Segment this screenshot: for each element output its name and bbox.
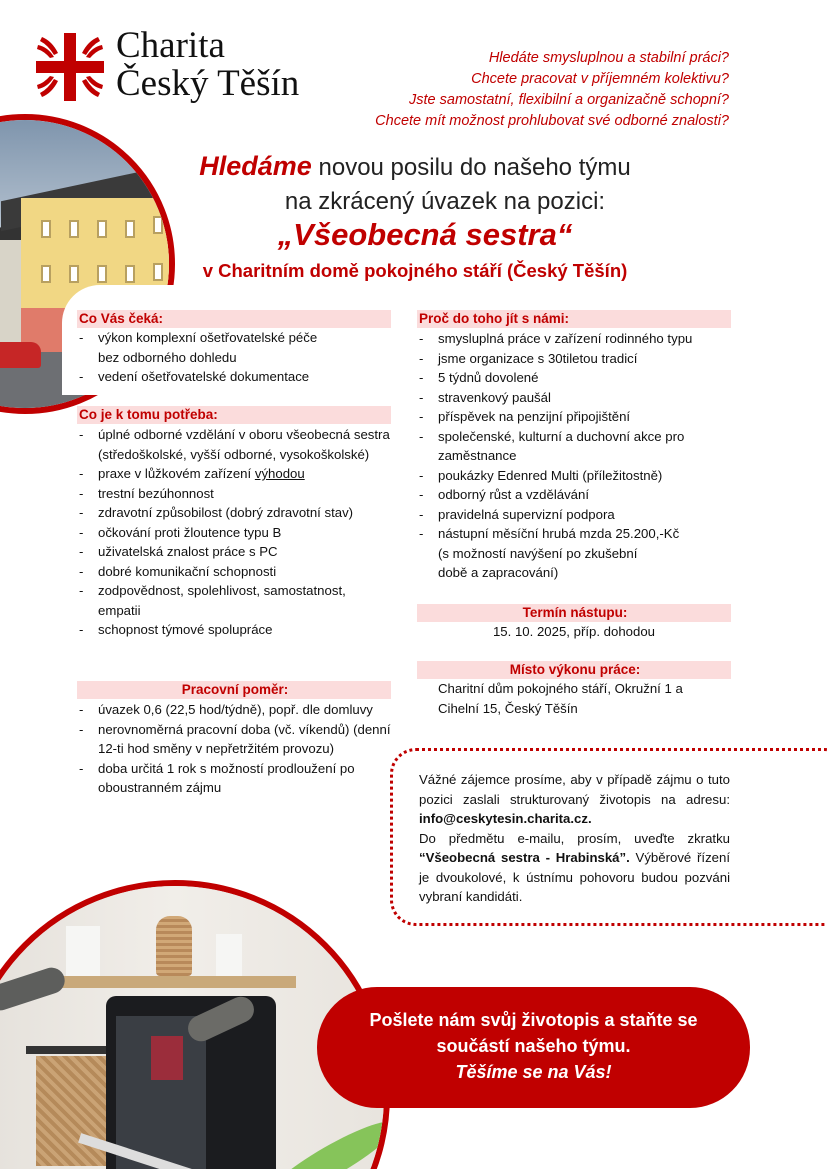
email-subject: “Všeobecná sestra - Hrabinská”. <box>419 850 630 865</box>
section-employment <box>77 681 391 798</box>
list-item: - schopnost týmové spolupráce <box>77 620 391 640</box>
section-requirements <box>77 406 391 640</box>
position-title: „Všeobecná sestra“ <box>277 217 573 252</box>
list-item: - výkon komplexní ošetřovatelské péče bez odborného dohledu <box>77 328 391 367</box>
section-title: Co Vás čeká: <box>77 310 391 328</box>
headline-line-2: na zkrácený úvazek na pozici: <box>284 188 606 215</box>
logo-line-1: Charita <box>116 25 225 66</box>
list-item: - poukázky Edenred Multi (příležitostně) <box>417 466 731 486</box>
start-date-value: 15. 10. 2025, příp. dohodou <box>492 624 656 639</box>
list-item: - nástupní měsíční hrubá mzda 25.200,-Kč <box>417 524 731 544</box>
list-item: - praxe v lůžkovém zařízení výhodou <box>77 464 391 484</box>
question: Jste samostatní, flexibilní a organizačně schopní? <box>409 92 729 108</box>
salary-note: (s možností navýšení po zkušební době a zapracování) <box>438 545 638 580</box>
list-item: - jsme organizace s 30tiletou tradicí <box>417 349 731 369</box>
headline-rest: novou posilu do našeho týmu <box>311 154 631 181</box>
section-why <box>417 310 731 583</box>
section-title: Termín nástupu: <box>417 604 731 622</box>
list-item: - očkování proti žloutence typu B <box>77 523 391 543</box>
list-item: - doba určitá 1 rok s možností prodloužení po oboustranném zájmu <box>77 759 391 798</box>
call-to-action <box>317 987 750 1108</box>
question: Chcete pracovat v příjemném kolektivu? <box>471 71 729 87</box>
question: Hledáte smysluplnou a stabilní práci? <box>488 50 729 66</box>
location-subtitle: v Charitním domě pokojného stáří (Český Těšín) <box>202 260 628 281</box>
cta-line-3: Těšíme se na Vás! <box>455 1062 612 1082</box>
list-item: - úplné odborné vzdělání v oboru všeobecná sestra (středoškolské, vyšší odborné, vysokoškolské) <box>77 425 391 464</box>
list-item: - dobré komunikační schopnosti <box>77 562 391 582</box>
list-item: - společenské, kulturní a duchovní akce pro zaměstnance <box>417 427 731 466</box>
list-item: - vedení ošetřovatelské dokumentace <box>77 367 391 387</box>
workplace-value: Charitní dům pokojného stáří, Okružní 1 a Cihelní 15, Český Těšín <box>438 681 683 716</box>
headline-emphasis: Hledáme <box>199 151 312 181</box>
section-expect <box>77 310 391 387</box>
list-item: - smysluplná práce v zařízení rodinného typu <box>417 329 731 349</box>
list-item: - pravidelná supervizní podpora <box>417 505 731 525</box>
contact-text: Vážné zájemce prosíme, aby v případě zájmu o tuto pozici zaslali strukturovaný životopis na adresu: info@ceskytesin.charita.cz. Do předmětu e-mailu, prosím, uveďte zkratku “Všeobecná sestra - Hrabinská”. Výběrové řízení je dvoukolové, k ústnímu pohovoru budou pozváni vybraní kandidáti. <box>419 772 730 904</box>
list-item: - stravenkový paušál <box>417 388 731 408</box>
list-item: - zodpovědnost, spolehlivost, samostatnost, empatii <box>77 581 391 620</box>
section-title: Pracovní poměr: <box>77 681 391 699</box>
intro-questions <box>375 48 729 132</box>
list-item: - zdravotní způsobilost (dobrý zdravotní stav) <box>77 503 391 523</box>
list-item: - nerovnoměrná pracovní doba (vč. víkendů) (denní 12-ti hod směny v nepřetržitém provozu) <box>77 720 391 759</box>
section-title: Místo výkonu práce: <box>417 661 731 679</box>
question: Chcete mít možnost prohlubovat své odborné znalosti? <box>375 113 729 129</box>
list-item: - odborný růst a vzdělávání <box>417 485 731 505</box>
logo-text <box>116 27 299 103</box>
section-title: Proč do toho jít s námi: <box>417 310 731 328</box>
logo-line-2: Český Těšín <box>116 63 300 104</box>
list-item: - 5 týdnů dovolené <box>417 368 731 388</box>
cta-line-2: součástí našeho týmu. <box>436 1036 631 1056</box>
charita-logo-icon <box>34 31 106 103</box>
headline-line-1 <box>140 150 690 184</box>
list-item: - úvazek 0,6 (22,5 hod/týdně), popř. dle domluvy <box>77 700 391 720</box>
section-title: Co je k tomu potřeba: <box>77 406 391 424</box>
contact-email[interactable]: info@ceskytesin.charita.cz. <box>419 811 592 826</box>
list-item: - příspěvek na penzijní připojištění <box>417 407 731 427</box>
cta-line-1: Pošlete nám svůj životopis a staňte se <box>369 1010 698 1030</box>
list-item: - uživatelská znalost práce s PC <box>77 542 391 562</box>
section-workplace <box>417 661 731 718</box>
section-start-date <box>417 604 731 642</box>
underlined-text: výhodou <box>254 466 305 481</box>
list-item: - trestní bezúhonnost <box>77 484 391 504</box>
